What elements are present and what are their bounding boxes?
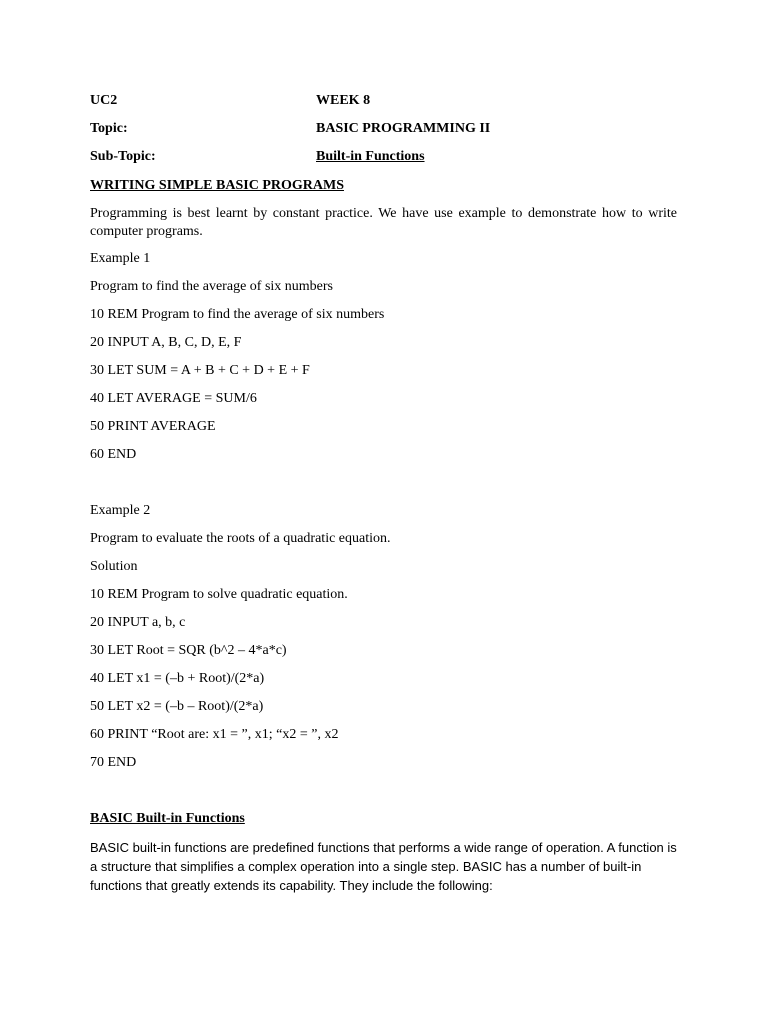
topic-value: BASIC PROGRAMMING II <box>316 121 491 136</box>
builtin-functions-paragraph: BASIC built-in functions are predefined functions that performs a wide range of operation. A function is a structure that simplifies a complex operation into a single step. BASIC has a number of built-in functions that greatly extends its capability. They include the following: <box>90 840 677 893</box>
code-line: 10 REM Program to find the average of six numbers <box>90 307 385 322</box>
code-line: 20 INPUT A, B, C, D, E, F <box>90 335 242 350</box>
code-line: 40 LET x1 = (–b + Root)/(2*a) <box>90 671 265 686</box>
solution-label: Solution <box>90 559 138 574</box>
code-line: 50 PRINT AVERAGE <box>90 419 216 434</box>
example2-description: Program to evaluate the roots of a quadratic equation. <box>90 531 391 546</box>
example1-description: Program to find the average of six numbers <box>90 279 333 294</box>
intro-paragraph: Programming is best learnt by constant practice. We have use example to demonstrate how to write computer programs. <box>90 206 677 239</box>
example2-title: Example 2 <box>90 503 151 518</box>
section-heading-builtin-functions: BASIC Built-in Functions <box>90 811 245 826</box>
code-line: 20 INPUT a, b, c <box>90 615 186 630</box>
section-heading-writing-programs: WRITING SIMPLE BASIC PROGRAMS <box>90 178 344 193</box>
unit-code: UC2 <box>90 93 118 108</box>
topic-label: Topic: <box>90 121 128 136</box>
code-line: 50 LET x2 = (–b – Root)/(2*a) <box>90 699 264 714</box>
code-line: 60 PRINT “Root are: x1 = ”, x1; “x2 = ”, x2 <box>90 727 339 742</box>
subtopic-label: Sub-Topic: <box>90 149 156 164</box>
code-line: 60 END <box>90 447 137 462</box>
week-label: WEEK 8 <box>316 93 371 108</box>
code-line: 70 END <box>90 755 137 770</box>
document-page <box>90 0 677 1024</box>
subtopic-value: Built-in Functions <box>316 149 425 164</box>
code-line: 30 LET Root = SQR (b^2 – 4*a*c) <box>90 643 287 658</box>
code-line: 10 REM Program to solve quadratic equation. <box>90 587 348 602</box>
code-line: 30 LET SUM = A + B + C + D + E + F <box>90 363 310 378</box>
example1-title: Example 1 <box>90 251 151 266</box>
code-line: 40 LET AVERAGE = SUM/6 <box>90 391 257 406</box>
